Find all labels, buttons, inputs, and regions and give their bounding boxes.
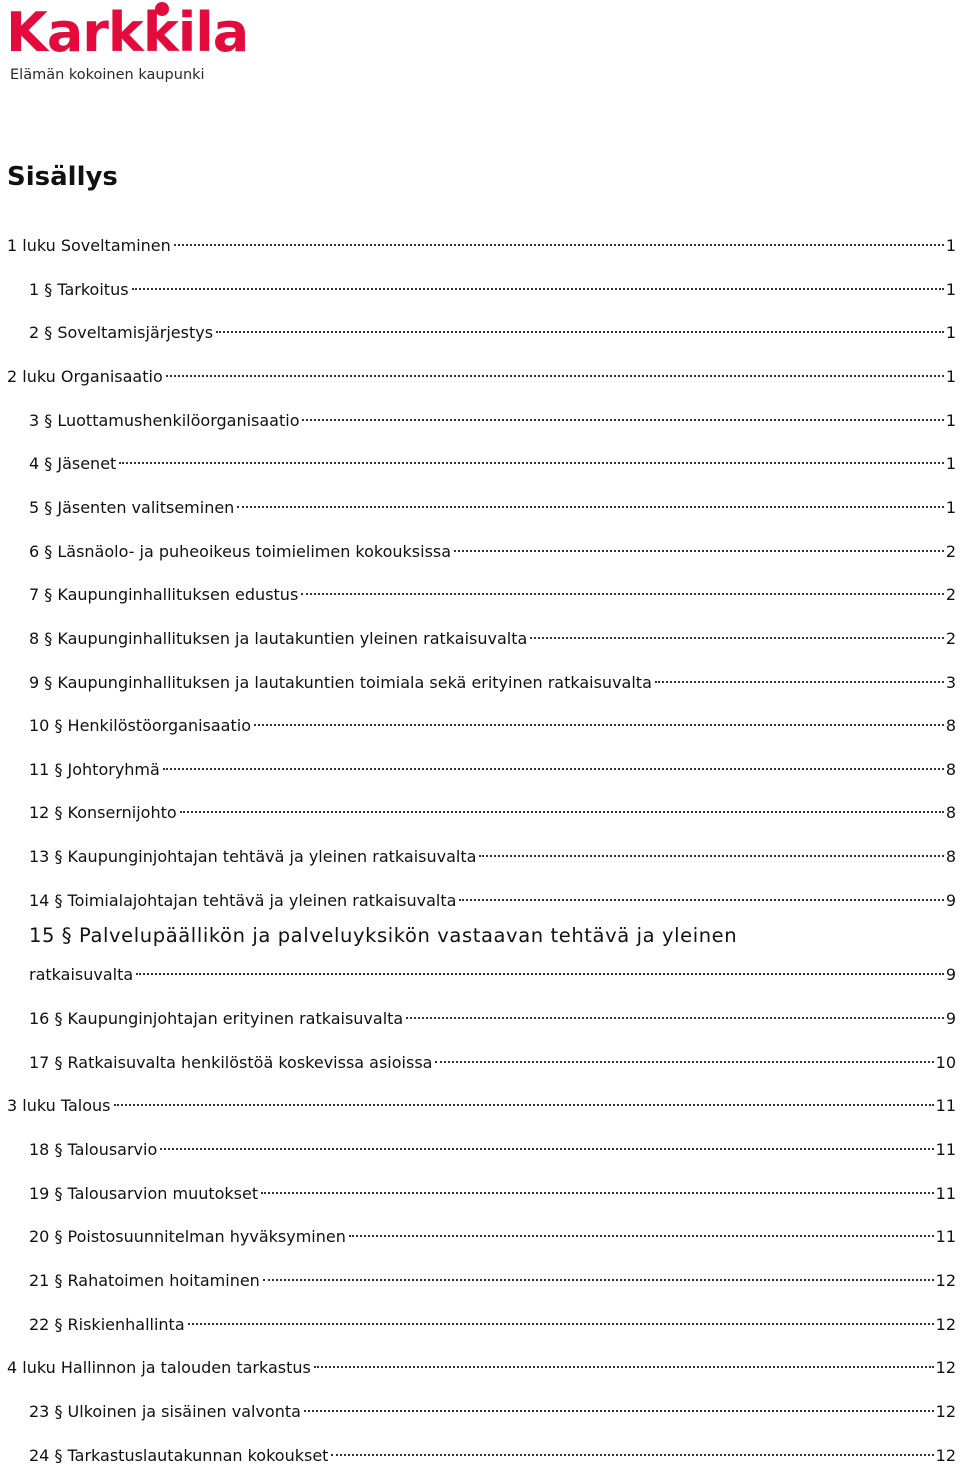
toc-dot-leader [254,724,944,726]
toc-entry-label: 6 § Läsnäolo- ja puheoikeus toimielimen kokouksissa [29,541,452,561]
toc-entry[interactable] [29,876,956,910]
toc-entry[interactable] [29,483,956,517]
toc-entry-label[interactable]: 15 § Palvelupäällikön ja palveluyksikön vastaavan tehtävä ja yleinen [29,924,738,948]
toc-entry-label: 19 § Talousarvion muutokset [29,1183,259,1203]
toc-entry-label: 10 § Henkilöstöorganisaatio [29,716,251,736]
toc-entry-label: 12 § Konsernijohto [29,803,177,823]
toc-dot-leader [263,1279,934,1281]
page-title: Sisällys [7,162,118,192]
toc-entry-label: 9 § Kaupunginhallituksen ja lautakuntien toimiala sekä erityinen ratkaisuvalta [29,672,652,692]
toc-page-number: 2 [945,585,956,605]
toc-entry[interactable] [29,994,956,1028]
toc-page-number: 12 [935,1314,956,1334]
toc-entry-label: 24 § Tarkastuslautakunnan kokoukset [29,1445,329,1465]
toc-dot-leader [237,506,944,508]
toc-dot-leader [301,593,944,595]
toc-entry[interactable] [29,1169,956,1203]
toc-entry-label: 7 § Kaupunginhallituksen edustus [29,585,299,605]
toc-page-number: 1 [945,279,956,299]
toc-page-number: 1 [945,497,956,517]
toc-page-number: 10 [935,1052,956,1072]
toc-dot-leader [302,419,943,421]
toc-dot-leader [114,1104,934,1106]
toc-entry[interactable] [7,1081,956,1115]
toc-dot-leader [160,1148,933,1150]
toc-entry[interactable] [29,1125,956,1159]
toc-dot-leader [188,1323,934,1325]
toc-entry[interactable] [29,396,956,430]
toc-entry[interactable] [7,221,956,255]
toc-dot-leader [166,375,944,377]
toc-entry[interactable] [29,1256,956,1290]
toc-page-number: 12 [935,1445,956,1465]
toc-entry-label: 4 luku Hallinnon ja talouden tarkastus [7,1358,311,1378]
toc-entry[interactable] [29,1387,956,1421]
toc-entry-label: 1 § Tarkoitus [29,279,129,299]
toc-page-number: 2 [945,541,956,561]
toc-page-number: 12 [935,1270,956,1290]
toc-entry-label: 21 § Rahatoimen hoitaminen [29,1270,260,1290]
toc-dot-leader [304,1410,934,1412]
toc-entry-label: 18 § Talousarvio [29,1140,158,1159]
toc-entry-label: 14 § Toimialajohtajan tehtävä ja yleinen ratkaisuvalta [29,890,457,910]
toc-page-number: 12 [935,1358,956,1378]
toc-entry[interactable] [29,788,956,822]
toc-dot-leader [331,1454,933,1456]
toc-entry-label: 16 § Kaupunginjohtajan erityinen ratkaisuvalta [29,1009,404,1029]
toc-dot-leader [180,811,944,813]
logo-tagline: Elämän kokoinen kaupunki [10,67,205,83]
toc-entry-label: 4 § Jäsenet [29,454,117,474]
toc-page-number: 8 [945,847,956,867]
toc-page-number: 11 [935,1183,956,1203]
toc-dot-leader [454,550,944,552]
toc-entry[interactable] [29,614,956,648]
toc-page-number: 1 [945,410,956,430]
toc-entry[interactable] [29,1431,956,1465]
toc-entry-label: 17 § Ratkaisuvalta henkilöstöä koskevissa asioissa [29,1052,433,1072]
toc-page-number: 1 [945,323,956,343]
toc-dot-leader [261,1192,934,1194]
toc-entry-label: 20 § Poistosuunnitelman hyväksyminen [29,1227,346,1247]
toc-page-number: 9 [945,890,956,910]
toc-dot-leader [163,768,944,770]
toc-dot-leader [479,855,943,857]
toc-page-number: 3 [945,672,956,692]
toc-page-number: 8 [945,803,956,823]
toc-dot-leader [132,288,944,290]
toc-dot-leader [119,462,944,464]
toc-dot-leader [459,899,943,901]
toc-entry-label: 22 § Riskienhallinta [29,1314,185,1334]
toc-dot-leader [655,681,944,683]
toc-page-number: 1 [945,454,956,474]
toc-dot-leader [174,244,944,246]
toc-dot-leader [435,1061,933,1063]
toc-page-number: 1 [945,236,956,255]
toc-entry-label: 23 § Ulkoinen ja sisäinen valvonta [29,1401,301,1421]
toc-entry[interactable] [29,658,956,692]
toc-entry[interactable] [29,1038,956,1072]
toc-entry[interactable] [29,265,956,299]
toc-entry[interactable] [29,439,956,473]
toc-page-number: 8 [945,716,956,736]
toc-entry[interactable] [29,570,956,604]
toc-entry-label: 13 § Kaupunginjohtajan tehtävä ja yleinen ratkaisuvalta [29,847,477,867]
toc-page-number: 8 [945,759,956,779]
toc-entry-label: 3 § Luottamushenkilöorganisaatio [29,410,300,430]
toc-dot-leader [406,1017,944,1019]
toc-entry-label: 1 luku Soveltaminen [7,236,171,255]
logo-wordmark: Karkkila [6,1,249,64]
karkkila-logo [6,1,249,88]
toc-entry-label: 11 § Johtoryhmä [29,759,160,779]
toc-entry-label: 2 luku Organisaatio [7,366,163,386]
toc-page-number: 11 [935,1227,956,1247]
toc-entry[interactable] [29,701,956,735]
toc-page-number: 12 [935,1401,956,1421]
toc-dot-leader [530,637,944,639]
toc-entry-label: ratkaisuvalta [29,965,134,985]
toc-entry-label: 3 luku Talous [7,1096,111,1116]
toc-dot-leader [216,331,944,333]
toc-entry-label: 5 § Jäsenten valitseminen [29,497,235,517]
toc-entry[interactable] [7,1343,956,1377]
toc-page-number: 9 [945,965,956,985]
toc-page-number: 1 [945,366,956,386]
toc-entry[interactable] [29,950,956,984]
toc-entry[interactable] [29,832,956,866]
toc-entry-label: 8 § Kaupunginhallituksen ja lautakuntien yleinen ratkaisuvalta [29,628,528,648]
toc-entry[interactable] [29,745,956,779]
toc-page-number: 9 [945,1009,956,1029]
toc-entry-label: 2 § Soveltamisjärjestys [29,323,214,343]
toc-dot-leader [349,1235,934,1237]
toc-entry[interactable] [29,527,956,561]
toc-entry[interactable] [7,352,956,386]
toc-page-number: 11 [935,1096,956,1116]
toc-dot-leader [314,1366,934,1368]
toc-dot-leader [136,973,944,975]
toc-entry[interactable] [29,308,956,342]
toc-page-number: 11 [935,1140,956,1159]
toc-page-number: 2 [945,628,956,648]
toc-entry[interactable] [29,1212,956,1246]
toc-entry[interactable] [29,1300,956,1334]
